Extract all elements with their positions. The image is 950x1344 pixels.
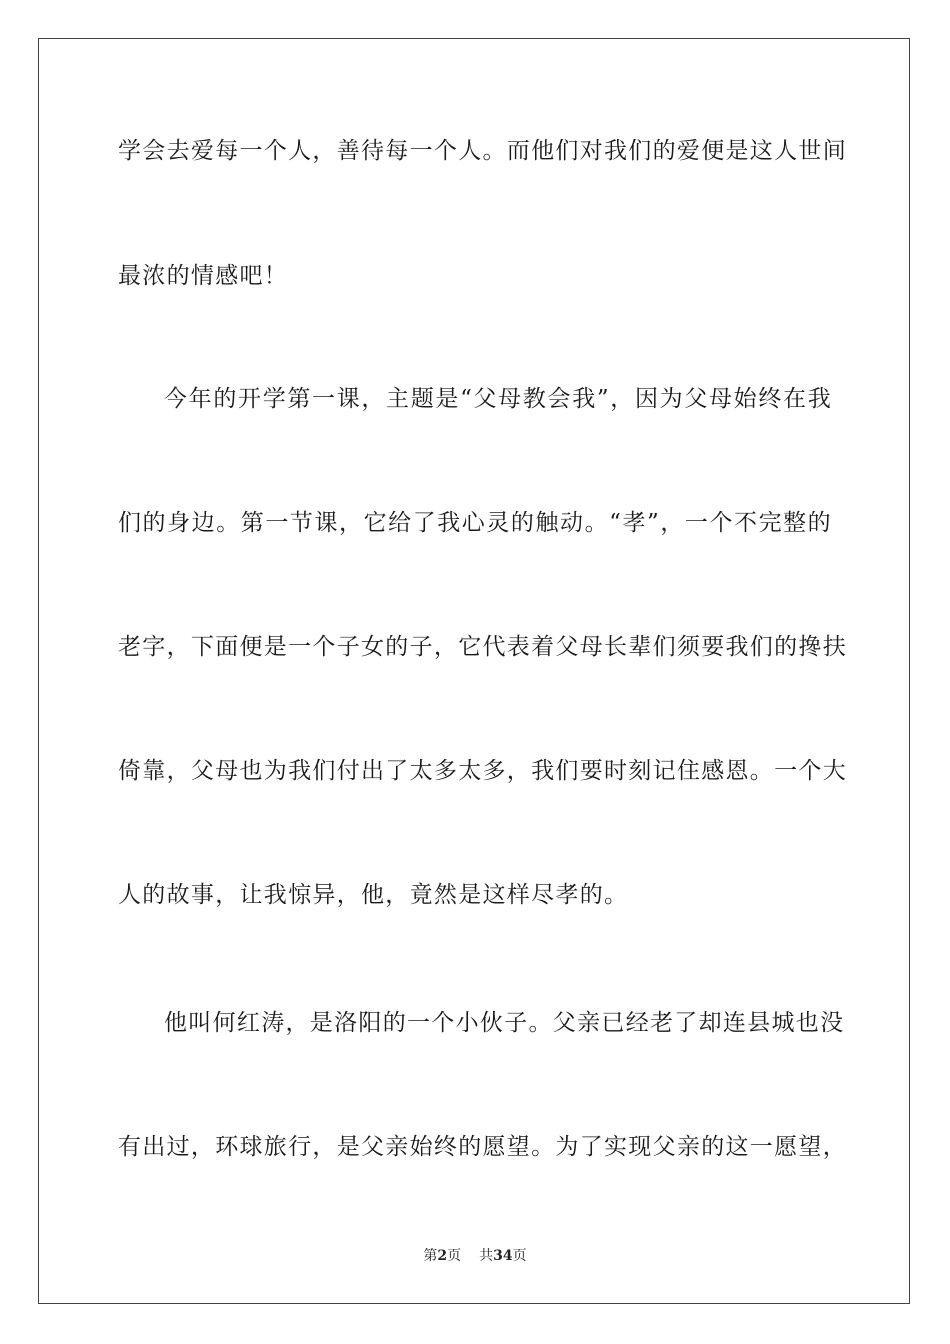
total-pages: 34 — [493, 1248, 513, 1264]
body-line-8: 他叫何红涛，是洛阳的一个小伙子。父亲已经老了却连县城也没 — [164, 1010, 845, 1036]
total-prefix: 共 — [479, 1248, 494, 1264]
body-line-2: 最浓的情感吧！ — [118, 263, 289, 289]
page-number: 2 — [437, 1248, 448, 1264]
body-line-6: 倚靠，父母也为我们付出了太多太多，我们要时刻记住感恩。一个大 — [118, 758, 847, 784]
body-line-9: 有出过，环球旅行，是父亲始终的愿望。为了实现父亲的这一愿望， — [118, 1134, 847, 1160]
page-suffix: 页 — [447, 1248, 462, 1264]
page-border — [38, 38, 910, 1304]
page-prefix: 第 — [423, 1248, 438, 1264]
body-line-5: 老字，下面便是一个子女的子，它代表着父母长辈们须要我们的搀扶 — [118, 634, 847, 660]
body-line-3: 今年的开学第一课，主题是“父母教会我”，因为父母始终在我 — [164, 386, 832, 412]
body-line-1: 学会去爱每一个人，善待每一个人。而他们对我们的爱便是这人世间 — [118, 138, 847, 164]
body-line-7: 人的故事，让我惊异，他，竟然是这样尽孝的。 — [118, 882, 629, 908]
total-suffix: 页 — [512, 1248, 527, 1264]
page-footer — [0, 1246, 950, 1266]
body-line-4: 们的身边。第一节课，它给了我心灵的触动。“孝”，一个不完整的 — [118, 510, 832, 536]
